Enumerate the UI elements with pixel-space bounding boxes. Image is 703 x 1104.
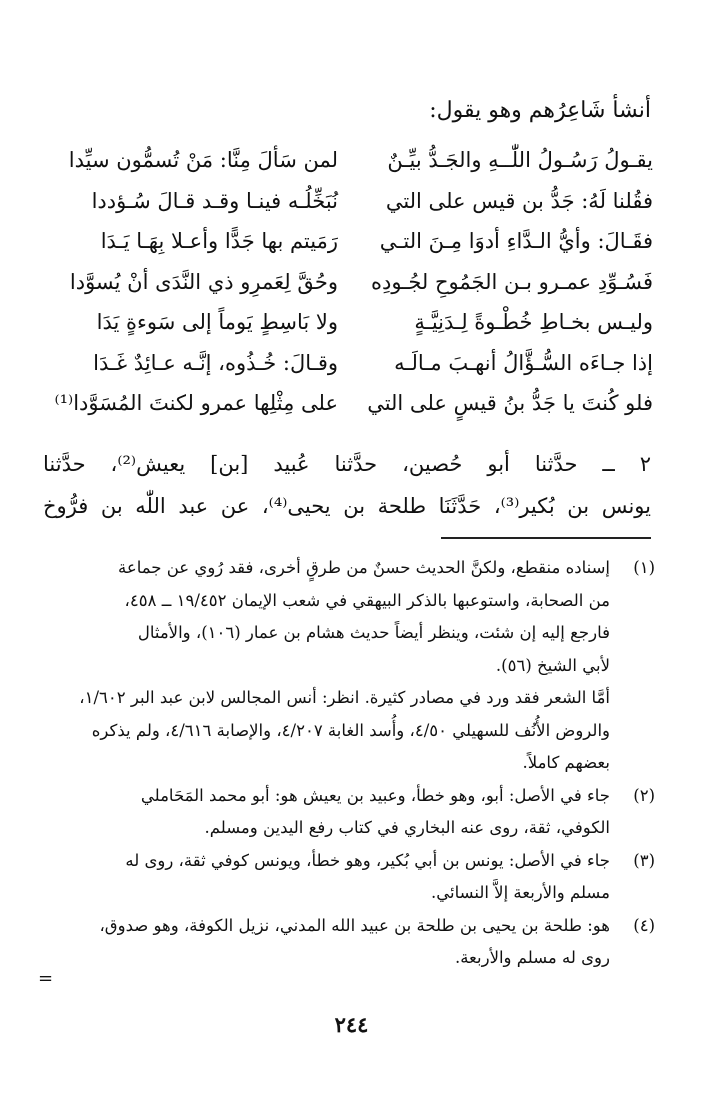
verse-first-hemistich: فقُلنا لَهُ: جَدُّ بن قيس على التي	[385, 188, 653, 213]
footnote-line: جاء في الأصل: يونس بن أبي بُكير، وهو خطأ، ويونس كوفي ثقة، روى له	[125, 850, 610, 870]
verse-first-hemistich: يقـولُ رَسُـولُ اللّٰــهِ والجَـدُّ بيِّـنٌ	[387, 148, 653, 172]
footnote-line: هو: طلحة بن يحيى بن طلحة بن عبيد الله المدني، نزيل الكوفة، وهو صدوق،	[99, 915, 610, 935]
footnote-line: إسناده منقطع، ولكنَّ الحديث حسنٌ من طرقٍ أخرى، فقد رُوي عن جماعة	[118, 558, 610, 577]
footnotes	[43, 552, 655, 975]
verse-second-hemistich: رَمَيتم بها جَدًّا وأعـلا بِهَـا يَـدَا	[100, 229, 338, 253]
verse-first-hemistich: وليـس بخـاطِ خُطْـوةً لِـدَنِيَّـةٍ	[414, 310, 653, 334]
hadith-line: يونس بن بُكير⁽³⁾، حَدَّثَنَا طلحة بن يحيى⁽⁴⁾، عن عبد اللّٰه بن فرُّوخ	[43, 494, 651, 518]
verse-second-hemistich: لمن سَألَ مِنَّا: مَنْ تُسمُّون سيِّدا	[68, 148, 338, 172]
verse-first-hemistich: فلو كُنتَ يا جَدُّ بنُ قيسٍ على التي	[367, 391, 653, 415]
poem	[43, 140, 653, 424]
page-number: ٢٤٤	[334, 1012, 369, 1037]
verse-second-hemistich: ولا بَاسِطٍ يَوماً إلى سَوءةٍ يَدَا	[96, 310, 338, 334]
footnote-number: (١)	[633, 558, 655, 577]
footnote-3	[43, 845, 655, 910]
verse-second-hemistich: نُبَخِّلُـه فينـا وقـد قـالَ سُـؤددا	[91, 188, 338, 213]
poem-verse	[43, 302, 653, 343]
footnote-line: مسلم والأربعة إلاَّ النسائي.	[431, 883, 610, 902]
footnote-line: لأبي الشيخ (٥٦).	[495, 655, 610, 675]
footnote-line: روى له مسلم والأربعة.	[454, 948, 610, 967]
footnote-line: أمَّا الشعر فقد ورد في مصادر كثيرة. انظر: أنس المجالس لابن عبد البر	[130, 688, 610, 707]
footnote-number: (٢)	[633, 785, 655, 805]
footnote-separator	[441, 537, 651, 539]
continuation-marker: =	[38, 968, 54, 989]
footnote-1-continuation	[43, 682, 655, 780]
verse-second-hemistich: على مِثْلِها عمرو لكنتَ المُسَوَّدا⁽¹⁾	[54, 391, 338, 415]
footnote-line: ٤/٦١٦، ولم يذكره بعضهم كاملاً.	[91, 720, 610, 772]
footnote-line: جاء في الأصل: أبو، وهو خطأ، وعبيد بن يعيش هو: أبو محمد المَحَاملي	[140, 785, 610, 805]
footnote-4	[43, 910, 655, 975]
poem-verse	[43, 262, 653, 303]
footnote-line: فارجع إليه إن شئت، وينظر أيضاً حديث هشام بن عمار (١٠٦)، والأمثال	[137, 623, 610, 642]
poem-verse	[43, 343, 653, 384]
verse-first-hemistich: إذا جـاءَه السُّـؤَّالُ أنهـبَ مـالَـه	[394, 350, 653, 375]
poem-verse	[43, 181, 653, 222]
hadith-line: ٢ ــ حدَّثنا أبو حُصين، حدَّثنا عُبيد [بن] يعيش⁽²⁾، حدَّثنا	[43, 452, 651, 476]
footnote-2	[43, 780, 655, 845]
poem-verse	[43, 140, 653, 181]
verse-second-hemistich: وقـالَ: خُـذُوه، إنَّـه عـائِدٌ غَـدَا	[93, 350, 338, 375]
verse-first-hemistich: فقَـالَ: وأيُّ الـدَّاءِ أدوَا مِـنَ التـي	[379, 229, 653, 253]
poem-intro: أنشأ شَاعِرُهم وهو يقول:	[429, 98, 651, 123]
hadith-paragraph	[43, 443, 651, 527]
footnote-number: (٣)	[633, 850, 655, 870]
verse-first-hemistich: فَسُـوِّدِ عمـرو بـن الجَمُوحِ لجُـودِه	[370, 269, 653, 294]
footnote-line: ١/٦٠٢، والروض الأُنُف للسهيلي ٤/٥٠، وأُسد الغابة ٤/٢٠٧، والإصابة	[79, 688, 610, 740]
footnote-line: من الصحابة، واستوعبها بالذكر البيهقي في شعب الإيمان ١٩/٤٥٢ ــ ٤٥٨،	[124, 590, 610, 610]
footnote-1	[43, 552, 655, 682]
poem-verse	[43, 221, 653, 262]
footnote-number: (٤)	[633, 915, 655, 935]
poem-verse	[43, 383, 653, 424]
verse-second-hemistich: وحُقَّ لِعَمرِو ذي النَّدَى أنْ يُسوَّدا	[69, 269, 338, 294]
footnote-line: الكوفي، ثقة، روى عنه البخاري في كتاب رفع اليدين ومسلم.	[204, 818, 610, 837]
